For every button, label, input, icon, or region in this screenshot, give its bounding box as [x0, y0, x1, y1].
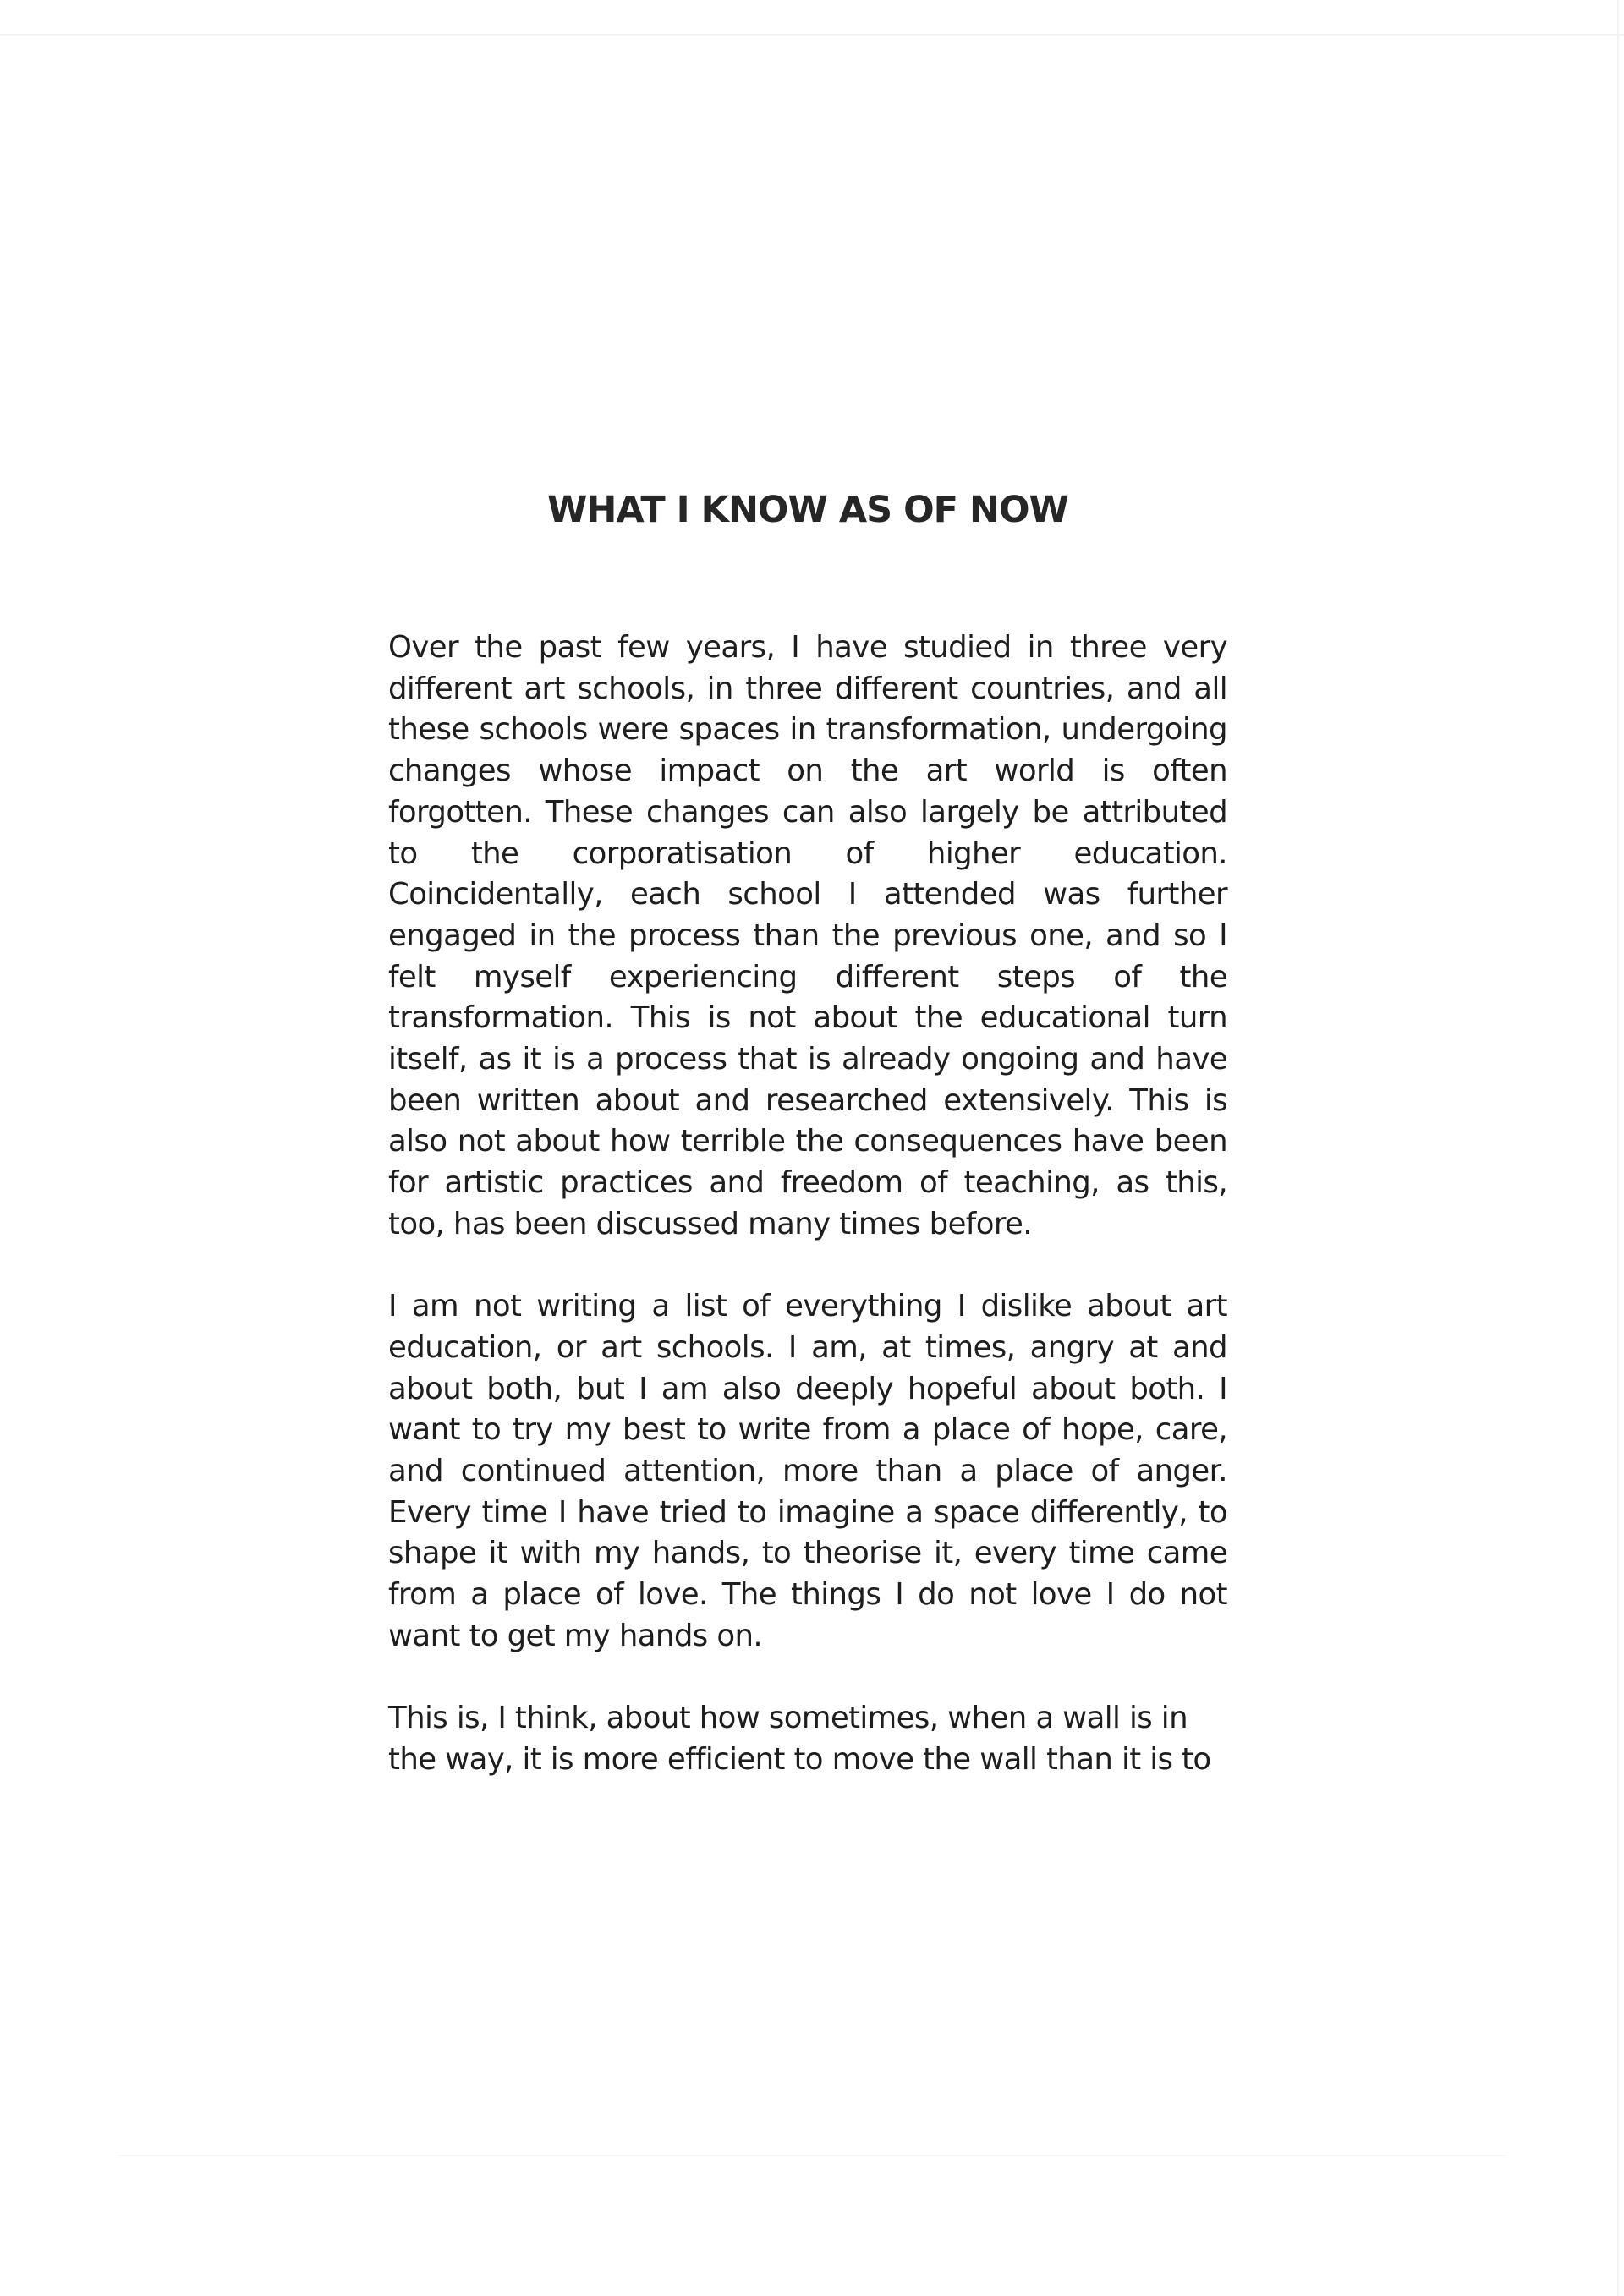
body-text	[388, 627, 1227, 1822]
paragraph-3: This is, I think, about how sometimes, when a wall is in the way, it is more efficient to move the wall than it is to	[388, 1701, 1211, 1777]
scan-edge-right	[1617, 0, 1619, 2296]
paragraph-1: Over the past few years, I have studied in three very different art schools, in three different countries, and all these schools were spaces in transformation, undergoing changes whose impact on the art world is often forgotten. These changes can also largely be attributed to the corporatisation of higher education. Coincidentally, each school I attended was further engaged in the process than the previous one, and so I felt myself experiencing different steps of the transformation. This is not about the educational turn itself, as it is a process that is already ongoing and have been written about and researched extensively. This is also not about how terrible the consequences have been for artistic practices and freedom of teaching, as this, too, has been discussed many times before.	[388, 630, 1227, 1241]
scan-edge-bottom	[118, 2155, 1506, 2156]
scan-edge-top	[0, 34, 1624, 36]
page-title: WHAT I KNOW AS OF NOW	[547, 489, 1068, 531]
paragraph-2: I am not writing a list of everything I dislike about art education, or art schools. I am, at times, angry at and about both, but I am also deeply hopeful about both. I want to try my best to write from a place of hope, care, and continued attention, more than a place of anger. Every time I have tried to imagine a space differently, to shape it with my hands, to theorise it, every time came from a place of love. The things I do not love I do not want to get my hands on.	[388, 1289, 1227, 1653]
